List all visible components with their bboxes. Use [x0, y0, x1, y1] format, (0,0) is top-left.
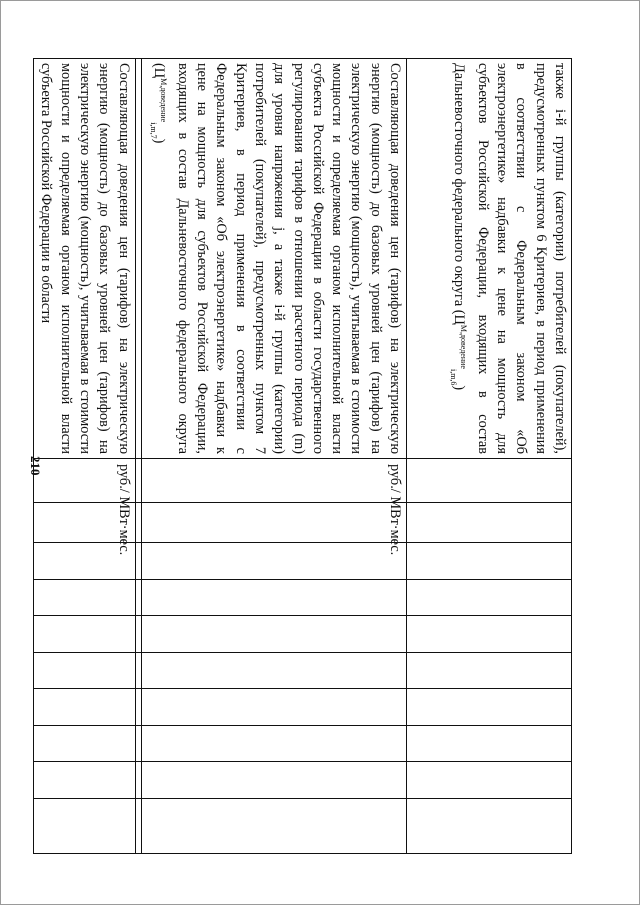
table-row [135, 59, 141, 854]
value-cell [34, 580, 135, 616]
description-cell: также i-й группы (категории) потребителей (покупателей), предусмотренных пунктом 6 Критериев, в период применения в соответствии с Федеральным законом «Об электроэнергетике» надбавки к цене на мощность для субъектов Российской Федерации, входящих в состав Дальневосточного федерального округа $(Ц^{М,доведение}_{i,m,6})$ [407, 59, 572, 459]
value-cell [407, 543, 572, 580]
value-cell [34, 762, 135, 799]
value-cell [141, 799, 406, 854]
value-cell [407, 653, 572, 689]
value-cell [407, 762, 572, 799]
unit-cell: руб./ МВт·мес. [34, 459, 135, 503]
value-cell [407, 580, 572, 616]
value-cell [141, 653, 406, 689]
value-cell [141, 689, 406, 726]
value-cell [34, 689, 135, 726]
page-number: 210 [28, 456, 43, 476]
value-cell [141, 543, 406, 580]
formula-symbol: $(Ц^{М,доведение}_{i,m,7})$ [148, 63, 168, 144]
value-cell [407, 503, 572, 543]
unit-cell: руб./ МВт·мес. [141, 459, 406, 503]
unit-cell [407, 459, 572, 503]
value-cell [407, 726, 572, 762]
rotated-table-wrapper [38, 58, 572, 853]
value-cell [141, 762, 406, 799]
value-cell [141, 616, 406, 653]
value-cell [407, 616, 572, 653]
value-cell [407, 689, 572, 726]
value-cell [34, 616, 135, 653]
tariff-table [33, 58, 572, 854]
description-cell: Составляющая доведения цен (тарифов) на электрическую энергию (мощность) до базовых уровней цен (тарифов) на электрическую энергию (мощность), учитываемая в стоимости мощности и определяемая органом исполнительной власти субъекта Российской Федерации в области государственного регулирования тарифов в отношении расчетного периода (m) для уровня напряжения j, а также i-й группы (категории) потребителей (покупателей), предусмотренных пунктом 7 Критериев, в период применения в соответствии с Федеральным законом «Об электроэнергетике» надбавки к цене на мощность для субъектов Российской Федерации, входящих в состав Дальневосточного федерального округа $(Ц^{М,доведение}_{i,m,7})$ [141, 59, 406, 459]
formula-symbol: $(Ц^{М,доведение}_{i,m,6})$ [448, 309, 468, 391]
table-row [407, 59, 572, 854]
table-row [34, 59, 135, 854]
value-cell [34, 726, 135, 762]
value-cell [34, 799, 135, 854]
value-cell [141, 580, 406, 616]
value-cell [407, 799, 572, 854]
value-cell [141, 503, 406, 543]
value-cell [141, 726, 406, 762]
table-row [141, 59, 406, 854]
value-cell [34, 653, 135, 689]
description-cell: Составляющая доведения цен (тарифов) на электрическую энергию (мощность) до базовых уровней цен (тарифов) на электрическую энергию (мощность), учитываемая в стоимости мощности и определяемая органом исполнительной власти субъекта Российской Федерации в области [34, 59, 135, 459]
